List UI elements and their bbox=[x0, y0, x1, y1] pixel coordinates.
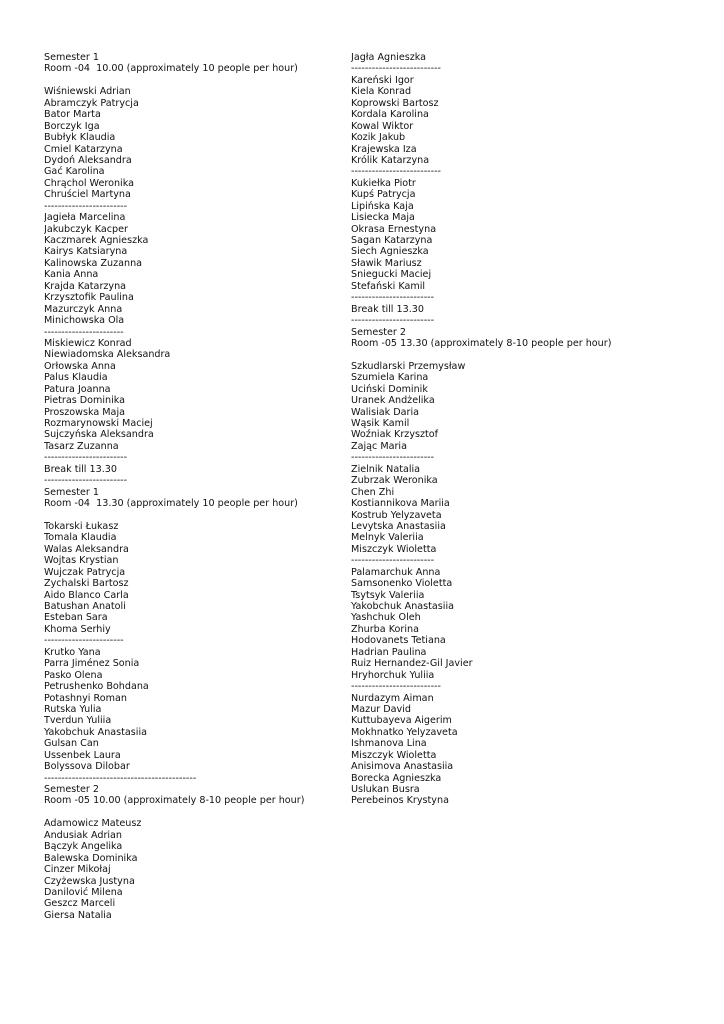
name-line: Kowal Wiktor bbox=[351, 120, 414, 132]
right-column bbox=[351, 52, 617, 807]
name-line: Uranek Andżelika bbox=[351, 395, 435, 407]
name-line: Borczyk Iga bbox=[44, 120, 100, 132]
semester-heading: Semester 1 bbox=[44, 486, 100, 498]
name-line: Bator Marta bbox=[44, 109, 101, 121]
name-line: Kuttubayeva Aigerim bbox=[351, 715, 452, 727]
name-line: Hodovanets Tetiana bbox=[351, 635, 446, 647]
separator-line: ------------------------ bbox=[351, 315, 435, 327]
name-line: Jagieła Marcelina bbox=[44, 212, 126, 224]
name-line: Palus Klaudia bbox=[44, 372, 108, 384]
name-line: Hryhorchuk Yuliia bbox=[351, 669, 435, 681]
name-line: Parra Jiménez Sonia bbox=[44, 658, 140, 670]
name-line: Gać Karolina bbox=[44, 166, 105, 178]
name-line: Kania Anna bbox=[44, 269, 99, 281]
name-line: Wojtas Krystian bbox=[44, 555, 119, 567]
name-line: Ussenbek Laura bbox=[44, 749, 121, 761]
name-line: Pietras Dominika bbox=[44, 395, 126, 407]
name-line: Wujczak Patrycja bbox=[44, 566, 126, 578]
name-line: Kareński Igor bbox=[351, 74, 414, 86]
separator-line: ----------------------- bbox=[44, 635, 124, 647]
name-line: Bubłyk Klaudia bbox=[44, 132, 116, 144]
name-line: Krajda Katarzyna bbox=[44, 280, 127, 292]
name-line: Sławik Mariusz bbox=[351, 257, 422, 269]
name-line: Królik Katarzyna bbox=[351, 154, 430, 166]
name-line: Nurdazym Aiman bbox=[351, 692, 434, 704]
room-time-line: Room -04 13.30 (approximately 10 people per hour) bbox=[44, 498, 298, 510]
name-line: Wąsik Kamil bbox=[351, 418, 410, 430]
name-line: Yakobchuk Anastasiia bbox=[351, 601, 455, 613]
blank-line bbox=[44, 75, 310, 86]
semester-heading: Semester 2 bbox=[44, 784, 100, 795]
separator-line: -------------------------- bbox=[351, 63, 442, 75]
name-line: Sagan Katarzyna bbox=[351, 235, 433, 246]
name-line: Ćmiel Katarzyna bbox=[44, 143, 123, 155]
name-line: Rozmarynowski Maciej bbox=[44, 418, 153, 429]
room-time-line: Room -04 10.00 (approximately 10 people per hour) bbox=[44, 63, 298, 75]
name-line: Esteban Sara bbox=[44, 612, 108, 624]
name-line: Chruściel Martyna bbox=[44, 189, 131, 201]
separator-line: ------------------------ bbox=[44, 200, 128, 212]
name-line: Kupś Patrycja bbox=[351, 189, 416, 201]
name-line: Koprowski Bartosz bbox=[351, 97, 439, 109]
break-line: Break till 13.30 bbox=[351, 303, 424, 315]
name-line: Tomala Klaudia bbox=[44, 532, 117, 544]
name-line: Dydoń Aleksandra bbox=[44, 154, 132, 166]
name-line: Kostiannikova Mariia bbox=[351, 498, 450, 510]
name-line: Orłowska Anna bbox=[44, 360, 116, 372]
name-line: Melnyk Valeriia bbox=[351, 532, 424, 544]
name-line: Kostrub Yelyzaveta bbox=[351, 509, 442, 521]
name-line: Ruiz Hernandez-Gil Javier bbox=[351, 658, 473, 670]
name-line: Kukiełka Piotr bbox=[351, 177, 416, 189]
name-line: Miskiewicz Konrad bbox=[44, 337, 132, 349]
name-line: Patura Joanna bbox=[44, 383, 111, 395]
name-line: Balewska Dominika bbox=[44, 852, 138, 864]
name-line: Stefański Kamil bbox=[351, 280, 426, 292]
name-line: Yakobchuk Anastasiia bbox=[44, 726, 148, 738]
name-line: Tsytsyk Valeriia bbox=[351, 589, 425, 601]
name-line: Kalinowska Zuzanna bbox=[44, 257, 143, 269]
blank-line bbox=[44, 510, 310, 521]
name-line: Ishmanova Lina bbox=[351, 738, 427, 750]
name-line: Adamowicz Mateusz bbox=[44, 818, 142, 830]
name-line: Pasko Olena bbox=[44, 669, 103, 681]
name-line: Szumiela Karina bbox=[351, 372, 429, 384]
name-line: Cinzer Mikołaj bbox=[44, 864, 111, 876]
separator-line: ------------------------ bbox=[351, 452, 435, 464]
blank-line bbox=[351, 349, 617, 360]
name-line: Krajewska Iza bbox=[351, 143, 417, 155]
name-line: Zielnik Natalia bbox=[351, 463, 421, 475]
name-line: Lisiecka Maja bbox=[351, 212, 415, 224]
name-line: Krzysztofik Paulina bbox=[44, 292, 134, 304]
name-line: Hadrian Paulina bbox=[351, 646, 427, 658]
name-line: Tokarski Łukasz bbox=[44, 520, 119, 532]
name-line: Woźniak Krzysztof bbox=[351, 429, 439, 441]
name-line: Aido Blanco Carla bbox=[44, 589, 129, 601]
name-line: Zając Maria bbox=[351, 440, 407, 452]
name-line: Batushan Anatoli bbox=[44, 601, 126, 612]
name-line: Levytska Anastasiia bbox=[351, 520, 446, 532]
name-line: Bączyk Angelika bbox=[44, 841, 123, 853]
name-line: Wiśniewski Adrian bbox=[44, 86, 131, 98]
name-line: Miszczyk Wioletta bbox=[351, 749, 437, 761]
name-line: Walisiak Daria bbox=[351, 406, 419, 418]
name-line: Rutska Yulia bbox=[44, 703, 102, 715]
name-line: Czyżewska Justyna bbox=[44, 875, 135, 887]
name-line: Jakubczyk Kacper bbox=[44, 223, 128, 235]
name-line: Niewiadomska Aleksandra bbox=[44, 349, 171, 361]
name-line: Perebeinos Krystyna bbox=[351, 795, 449, 807]
name-line: Palamarchuk Anna bbox=[351, 566, 441, 578]
name-line: Proszowska Maja bbox=[44, 406, 125, 418]
name-line: Okrasa Ernestyna bbox=[351, 223, 437, 235]
name-line: Danilović Milena bbox=[44, 886, 123, 898]
separator-line: ------------------------ bbox=[351, 292, 435, 304]
separator-line: ------------------------ bbox=[44, 475, 128, 487]
name-line: Chen Zhi bbox=[351, 486, 395, 498]
name-line: Andusiak Adrian bbox=[44, 829, 123, 841]
name-line: Tverdun Yuliia bbox=[44, 715, 112, 727]
name-line: Giersa Natalia bbox=[44, 909, 112, 921]
left-column bbox=[44, 52, 310, 921]
separator-line: ------------------------ bbox=[351, 555, 435, 567]
name-line: Tasarz Zuzanna bbox=[44, 440, 119, 452]
semester-heading: Semester 1 bbox=[44, 52, 100, 63]
name-line: Kiela Konrad bbox=[351, 86, 412, 98]
name-line: Petrushenko Bohdana bbox=[44, 681, 149, 693]
name-line: Potashnyi Roman bbox=[44, 692, 127, 704]
separator-line: -------------------------- bbox=[351, 681, 442, 693]
name-line: Minichowska Ola bbox=[44, 315, 125, 327]
name-line: Kordala Karolina bbox=[351, 109, 429, 121]
separator-line: -------------------------------------------- bbox=[44, 772, 197, 784]
name-line: Kaczmarek Agnieszka bbox=[44, 235, 149, 246]
name-line: Uslukan Busra bbox=[351, 784, 420, 796]
separator-line: ------------------------ bbox=[44, 452, 128, 464]
name-line: Zubrzak Weronika bbox=[351, 475, 438, 487]
name-line: Yashchuk Oleh bbox=[351, 612, 421, 624]
name-line: Anisimova Anastasiia bbox=[351, 761, 454, 773]
name-line: Uciński Dominik bbox=[351, 383, 428, 395]
name-line: Lipińska Kaja bbox=[351, 200, 414, 212]
name-line: Borecka Agnieszka bbox=[351, 772, 442, 784]
blank-line bbox=[44, 807, 310, 818]
name-line: Gulsan Can bbox=[44, 738, 99, 750]
name-line: Bolyssova Dilobar bbox=[44, 761, 130, 773]
name-line: Samsonenko Violetta bbox=[351, 578, 453, 590]
name-line: Khoma Serhiy bbox=[44, 623, 111, 635]
name-line: Mokhnatko Yelyzaveta bbox=[351, 726, 458, 738]
name-line: Kairys Katsiaryna bbox=[44, 246, 128, 258]
separator-line: -------------------------- bbox=[351, 166, 442, 178]
name-line: Walas Aleksandra bbox=[44, 543, 129, 555]
name-line: Sujczyńska Aleksandra bbox=[44, 429, 154, 441]
name-line: Chrąchol Weronika bbox=[44, 177, 134, 189]
name-line: Jagła Agnieszka bbox=[351, 52, 427, 63]
name-line: Siech Agnieszka bbox=[351, 246, 429, 258]
name-line: Mazur David bbox=[351, 703, 411, 715]
name-line: Żychalski Bartosz bbox=[44, 578, 129, 590]
separator-line: ----------------------- bbox=[44, 326, 124, 338]
room-time-line: Room -05 10.00 (approximately 8-10 people per hour) bbox=[44, 795, 305, 807]
semester-heading: Semester 2 bbox=[351, 326, 407, 338]
name-line: Krutko Yana bbox=[44, 646, 101, 658]
name-line: Szkudlarski Przemysław bbox=[351, 360, 466, 372]
name-line: Geszcz Marceli bbox=[44, 898, 116, 910]
break-line: Break till 13.30 bbox=[44, 463, 117, 475]
name-line: Abramczyk Patrycja bbox=[44, 97, 139, 109]
room-time-line: Room -05 13.30 (approximately 8-10 people per hour) bbox=[351, 337, 612, 349]
name-line: Śniegucki Maciej bbox=[351, 269, 432, 281]
name-line: Zhurba Korina bbox=[351, 623, 419, 635]
name-line: Kozik Jakub bbox=[351, 132, 406, 144]
name-line: Miszczyk Wioletta bbox=[351, 543, 437, 555]
name-line: Mazurczyk Anna bbox=[44, 303, 123, 315]
